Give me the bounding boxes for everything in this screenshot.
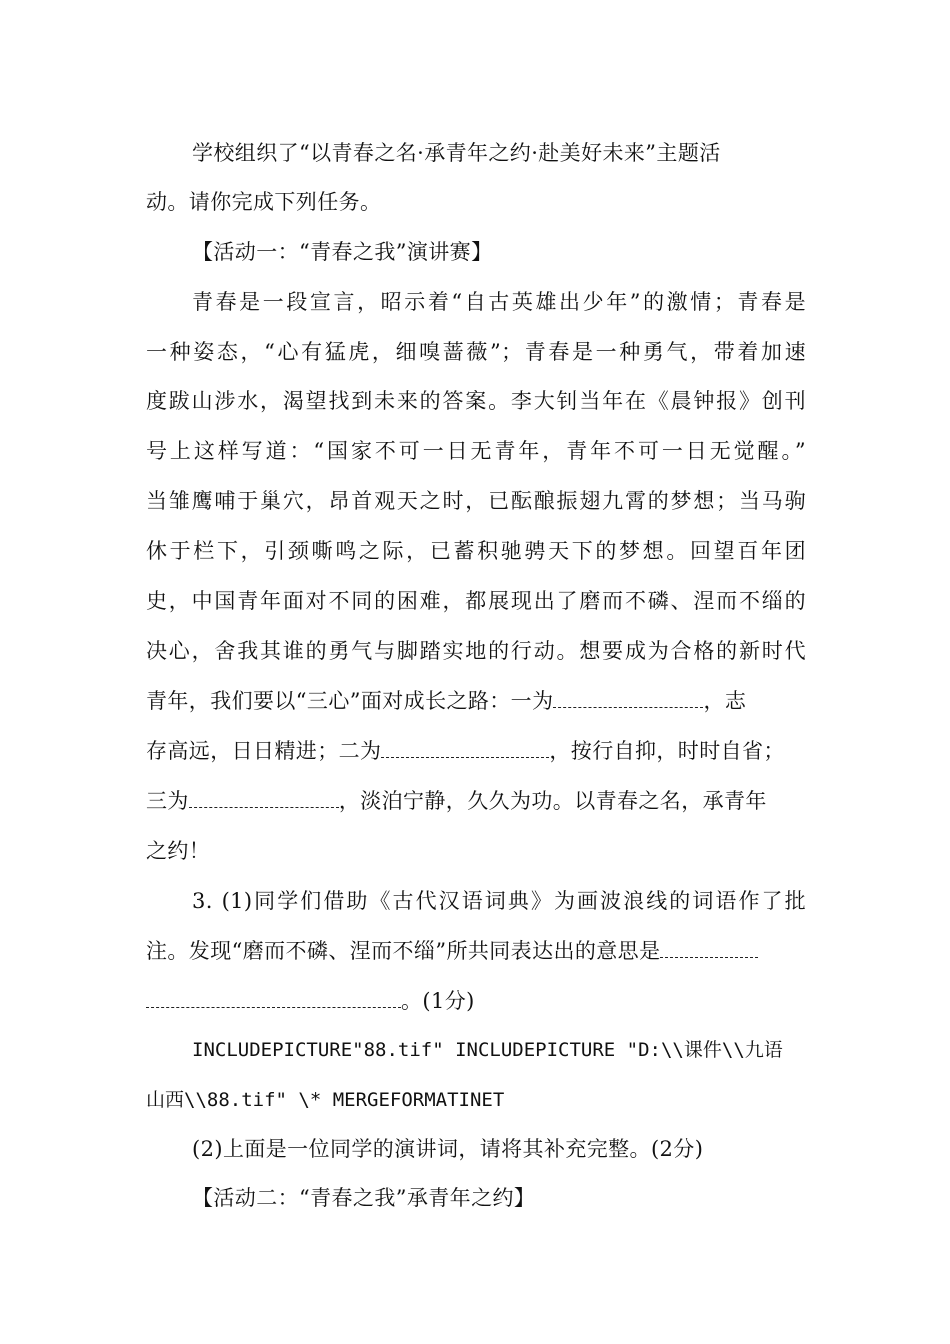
- passage-line-7: 史，中国青年面对不同的困难，都展现出了磨而不磷、涅而不缁的: [146, 589, 806, 613]
- activity-1-heading: 【活动一：“青春之我”演讲赛】: [192, 240, 493, 264]
- passage-line-11: [146, 786, 806, 816]
- intro-line-2: 动。请你完成下列任务。: [146, 190, 382, 214]
- field-code-line-1: INCLUDEPICTURE"88.tif" INCLUDEPICTURE "D:\\课件\\九语: [192, 1039, 783, 1061]
- answer-blank-4b[interactable]: [146, 989, 401, 1008]
- passage-line-11-start: 三为: [146, 789, 189, 813]
- activity-2-heading: 【活动二：“青春之我”承青年之约】: [192, 1186, 536, 1210]
- question-3-1-line-3: [146, 986, 806, 1016]
- answer-blank-3[interactable]: [189, 789, 339, 808]
- answer-blank-2[interactable]: [381, 739, 549, 758]
- passage-line-8: 决心，舍我其谁的勇气与脚踏实地的行动。想要成为合格的新时代: [146, 639, 806, 663]
- answer-blank-1[interactable]: [553, 689, 703, 708]
- passage-line-6: 休于栏下，引颈嘶鸣之际，已蓄积驰骋天下的梦想。回望百年团: [146, 539, 806, 563]
- passage-line-3: 度跋山涉水，渴望找到未来的答案。李大钊当年在《晨钟报》创刊: [146, 389, 806, 413]
- passage-line-11-end: ，淡泊宁静，久久为功。以青春之名，承青年: [338, 789, 767, 813]
- passage-line-10-end: ，按行自抑，时时自省；: [549, 739, 785, 763]
- question-3-1-line-2-text: 注。发现“磨而不磷、涅而不缁”所共同表达出的意思是: [146, 939, 661, 963]
- passage-line-10-start: 存高远，日日精进；二为: [146, 739, 382, 763]
- passage-line-9-end: ，志: [703, 689, 747, 713]
- intro-line-1: 学校组织了“以青春之名·承青年之约·赴美好未来”主题活: [192, 141, 721, 165]
- passage-line-2: 一种姿态，“心有猛虎，细嗅蔷薇”；青春是一种勇气，带着加速: [146, 340, 806, 364]
- passage-line-12: 之约！: [146, 839, 211, 863]
- passage-line-1: 青春是一段宣言，昭示着“自古英雄出少年”的激情；青春是: [192, 290, 806, 314]
- answer-blank-4a[interactable]: [660, 939, 758, 958]
- field-code-line-2: 山西\\88.tif" \* MERGEFORMATINET: [146, 1089, 505, 1111]
- question-3-1-score: 。(1分): [401, 989, 475, 1013]
- passage-line-4: 号上这样写道：“国家不可一日无青年，青年不可一日无觉醒。”: [146, 439, 806, 463]
- passage-line-9: [146, 686, 806, 716]
- passage-line-9-start: 青年，我们要以“三心”面对成长之路：一为: [146, 689, 554, 713]
- passage-line-10: [146, 736, 806, 766]
- question-3-2: (2)上面是一位同学的演讲词，请将其补充完整。(2分): [192, 1137, 704, 1161]
- question-3-1-line-2: [146, 936, 806, 966]
- passage-line-5: 当雏鹰哺于巢穴，昂首观天之时，已酝酿振翅九霄的梦想；当马驹: [146, 489, 806, 513]
- question-3-1-line-1: 3. (1)同学们借助《古代汉语词典》为画波浪线的词语作了批: [192, 889, 806, 913]
